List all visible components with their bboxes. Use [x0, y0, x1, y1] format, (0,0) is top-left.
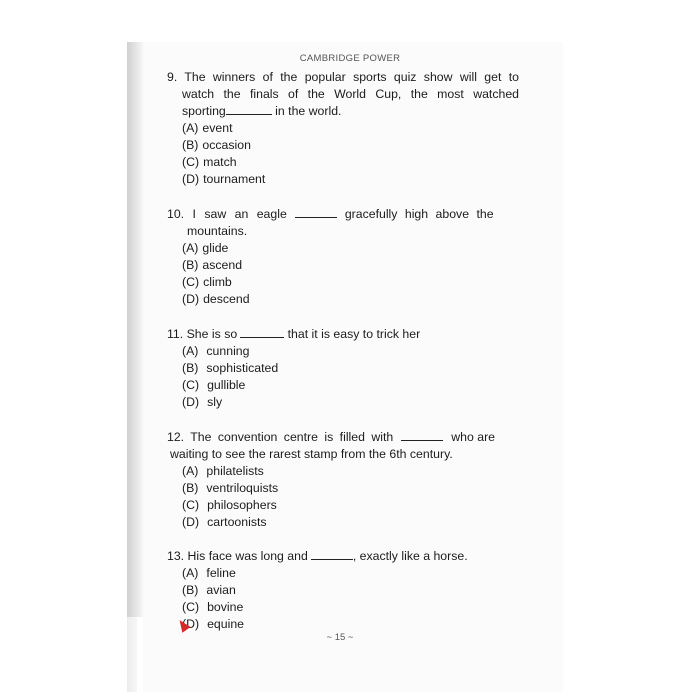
question-13-option-d: (D) equine — [182, 617, 245, 631]
question-9-line-3 — [182, 103, 341, 119]
question-12-option-a: (A) philatelists — [182, 464, 264, 478]
question-10-option-a: (A) glide — [182, 241, 229, 255]
question-13-text-before-blank: 13. His face was long and — [167, 549, 308, 563]
question-9-text-after-blank: in the world. — [275, 104, 342, 118]
question-10-line-1 — [167, 206, 519, 222]
question-10-blank — [295, 207, 337, 218]
question-9-line-2: watch the finals of the World Cup, the most watched — [182, 87, 519, 101]
question-10-option-d: (D) descend — [182, 292, 250, 306]
question-9-blank — [226, 104, 272, 115]
question-9-option-c: (C) match — [182, 155, 237, 169]
question-10-option-b: (B) ascend — [182, 258, 243, 272]
question-12-text-after-blank: who are — [451, 430, 496, 444]
question-9-option-a: (A) event — [182, 121, 233, 135]
question-11-text-after-blank: that it is easy to trick her — [287, 327, 421, 341]
question-12-line-1 — [167, 429, 519, 445]
question-13-option-c: (C) bovine — [182, 600, 244, 614]
page-number: ~ 15 ~ — [326, 632, 354, 643]
question-10-line-2: mountains. — [187, 224, 248, 238]
page-header: CAMBRIDGE POWER — [299, 53, 401, 64]
question-11-text-before-blank: 11. She is so — [167, 327, 238, 341]
question-13-blank — [311, 549, 353, 560]
question-12-option-d: (D) cartoonists — [182, 515, 267, 529]
scan-shadow-lower — [127, 617, 137, 692]
question-9-text-before-blank: sporting — [182, 104, 226, 118]
question-13-option-a: (A) feline — [182, 566, 236, 580]
question-10-text-after-blank: gracefully high above the — [344, 207, 494, 221]
question-9-line-1: 9. The winners of the popular sports quiz show will get to — [167, 70, 519, 84]
question-11-option-c: (C) gullible — [182, 378, 246, 392]
question-11-option-a: (A) cunning — [182, 344, 250, 358]
question-12-blank — [401, 430, 443, 441]
scan-shadow — [127, 42, 143, 617]
question-9-option-d: (D) tournament — [182, 172, 266, 186]
question-11-line-1 — [167, 326, 420, 342]
question-11-blank — [240, 327, 284, 338]
question-11-option-b: (B) sophisticated — [182, 361, 279, 375]
question-10-text-before-blank: 10. I saw an eagle — [167, 207, 287, 221]
question-12-option-b: (B) ventriloquists — [182, 481, 279, 495]
question-12-option-c: (C) philosophers — [182, 498, 277, 512]
question-12-text-before-blank: 12. The convention centre is filled with — [167, 430, 394, 444]
question-13-text-after-blank: , exactly like a horse. — [352, 549, 468, 563]
question-12-line-2: waiting to see the rarest stamp from the 6th century. — [170, 447, 453, 461]
question-13-option-b: (B) avian — [182, 583, 236, 597]
question-9-option-b: (B) occasion — [182, 138, 251, 152]
question-13-line-1 — [167, 548, 468, 564]
question-11-option-d: (D) sly — [182, 395, 223, 409]
question-10-option-c: (C) climb — [182, 275, 232, 289]
